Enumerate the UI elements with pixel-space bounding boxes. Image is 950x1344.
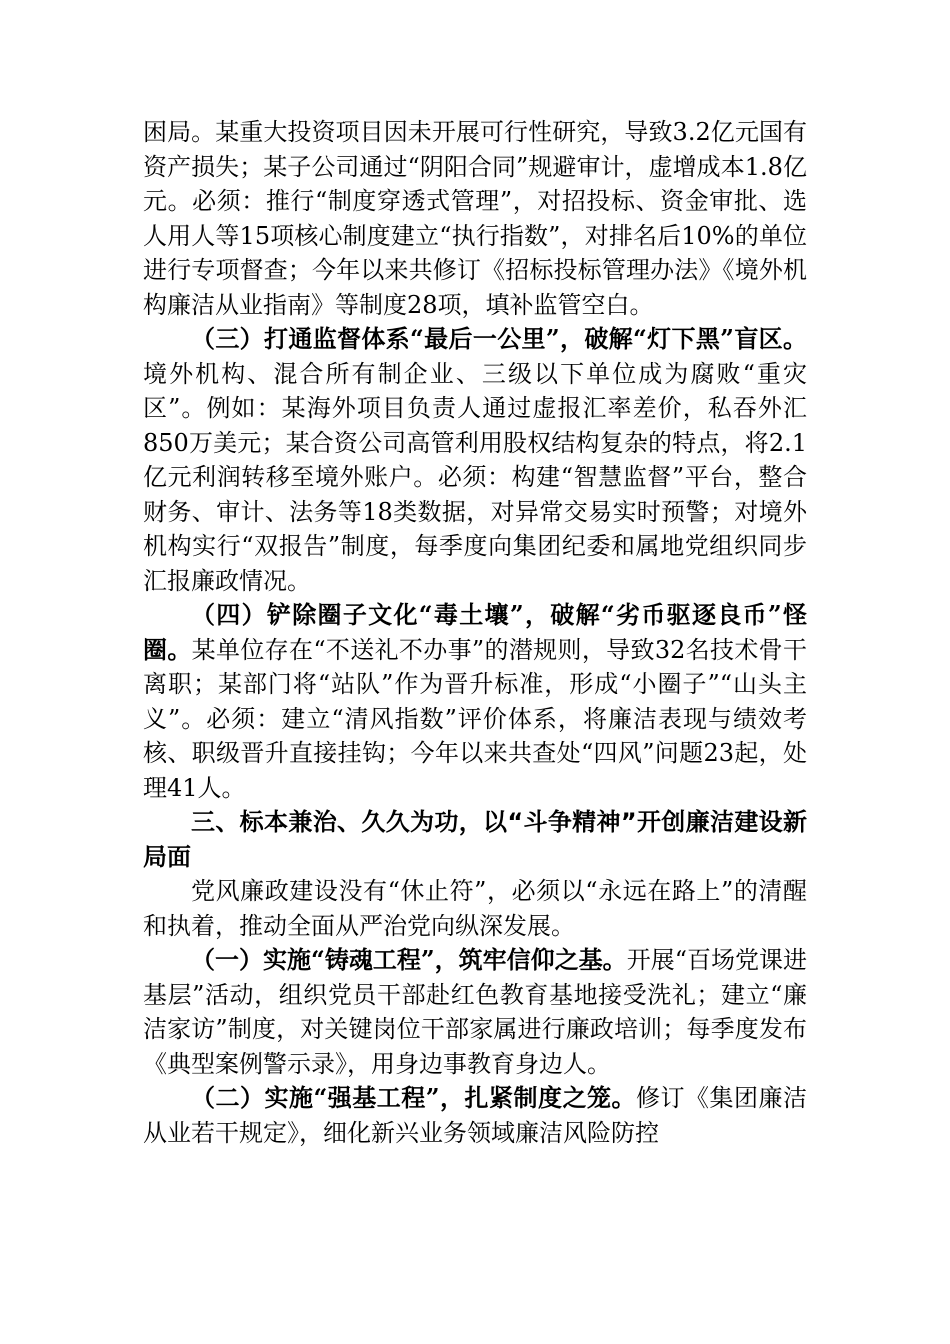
paragraph-text: 开展“百场党课进基层”活动，组织党员干部赴红色教育基地接受洗礼；建立“廉洁家访”制度，对关键岗位干部家属进行廉政培训；每季度发布《典型案例警示录》，用身边事教育身边人。 xyxy=(143,946,808,1078)
paragraph-item-2 xyxy=(143,1081,807,1150)
paragraph-subheading: （三）打通监督体系“最后一公里”，破解“灯下黑”盲区。 xyxy=(191,324,807,353)
paragraph-text: 境外机构、混合所有制企业、三级以下单位成为腐败“重灾区”。例如：某海外项目负责人通过虚报汇率差价，私吞外汇850万美元；某合资公司高管利用股权结构复杂的特点，将2.1亿元利润转移至境外账户。必须：构建“智慧监督”平台，整合财务、审计、法务等18类数据，对异常交易实时预警；对境外机构实行“双报告”制度，每季度向集团纪委和属地党组织同步汇报廉政情况。 xyxy=(143,359,807,595)
paragraph-continuation xyxy=(143,115,807,322)
paragraph-text: 党风廉政建设没有“休止符”，必须以“永远在路上”的清醒和执着，推动全面从严治党向纵深发展。 xyxy=(143,877,807,940)
paragraph-subheading: （四）铲除圈子文化“毒土壤”，破解“劣币驱逐良币”怪圈。 xyxy=(143,600,807,664)
paragraph-subheading: （二）实施“强基工程”，扎紧制度之笼。 xyxy=(191,1083,637,1112)
paragraph-subheading: （一）实施“铸魂工程”，筑牢信仰之基。 xyxy=(191,945,627,974)
paragraph-text: 困局。某重大投资项目因未开展可行性研究，导致3.2亿元国有资产损失；某子公司通过“阴阳合同”规避审计，虚增成本1.8亿元。必须：推行“制度穿透式管理”，对招投标、资金审批、选人用人等15项核心制度建立“执行指数”，对排名后10%的单位进行专项督查；今年以来共修订《招标投标管理办法》《境外机构廉洁从业指南》等制度28项，填补监管空白。 xyxy=(143,118,807,319)
paragraph-text: 修订《集团廉洁从业若干规定》，细化新兴业务领域廉洁风险防控 xyxy=(143,1084,808,1147)
paragraph-section-4 xyxy=(143,598,807,805)
paragraph-item-1 xyxy=(143,943,807,1081)
section-heading-three: 三、标本兼治、久久为功，以“斗争精神”开创廉洁建设新局面 xyxy=(143,808,807,871)
paragraph-text: 某单位存在“不送礼不办事”的潜规则，导致32名技术骨干离职；某部门将“站队”作为晋升标准，形成“小圈子”“山头主义”。必须：建立“清风指数”评价体系，将廉洁表现与绩效考核、职级晋升直接挂钩；今年以来共查处“四风”问题23起，处理41人。 xyxy=(143,635,808,802)
paragraph-section-3 xyxy=(143,322,807,598)
document-body xyxy=(143,115,807,1150)
paragraph-intro xyxy=(143,874,807,943)
